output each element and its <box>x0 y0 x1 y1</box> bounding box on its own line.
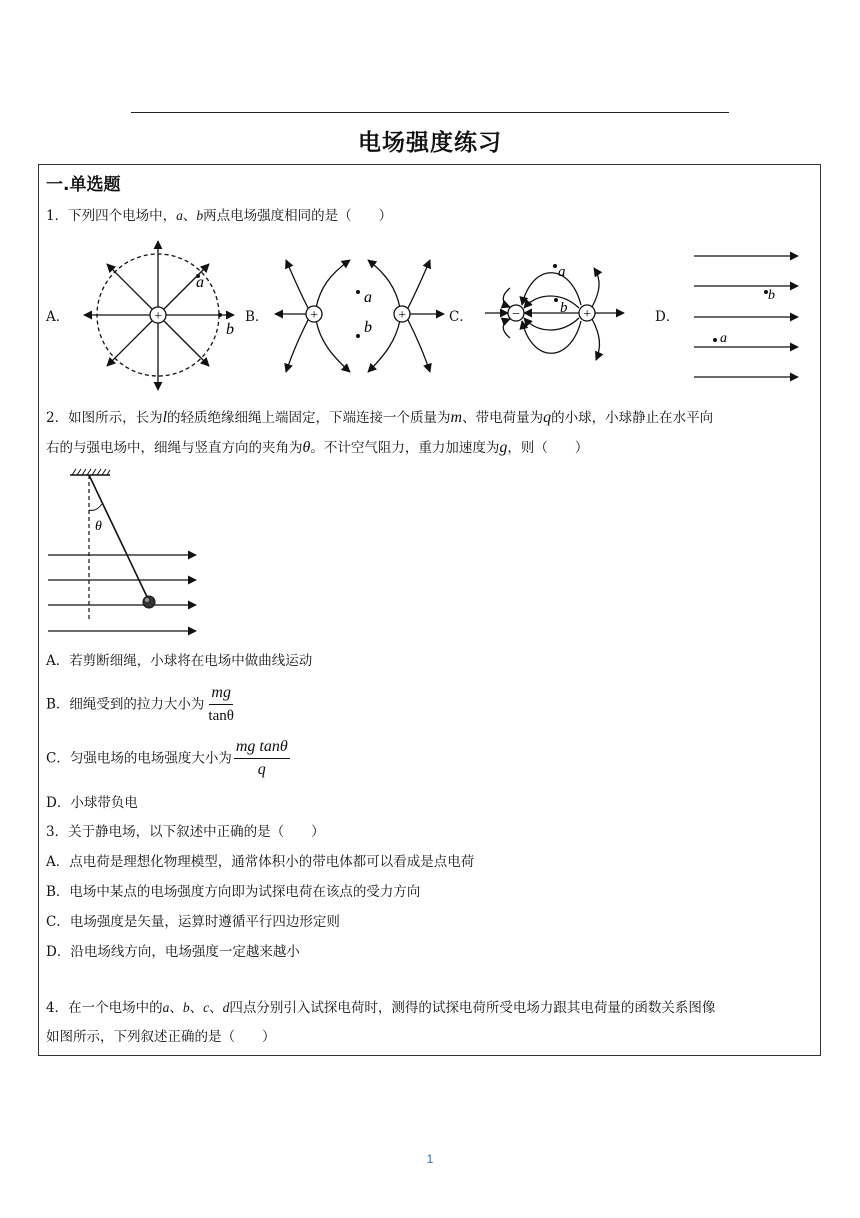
q4-sep: 、 <box>209 1000 223 1016</box>
q4-text: 在一个电场中的 <box>68 1000 163 1016</box>
fraction-numerator: mg tanθ <box>234 738 290 759</box>
q4-stem-line1 <box>46 999 715 1017</box>
plus-charge-right-sign: + <box>397 308 407 323</box>
q1-option-b-label: B． <box>245 309 269 325</box>
q2-option-b-text: B．细绳受到的拉力大小为 <box>46 696 205 713</box>
q3-option-b: B．电场中某点的电场强度方向即为试探电荷在该点的受力方向 <box>46 884 421 900</box>
point-a-label: a <box>720 331 727 346</box>
point-b-label: b <box>768 288 775 303</box>
q1-option-a-label: A． <box>46 309 70 325</box>
q2-number: 2． <box>46 410 69 426</box>
plus-charge-left-sign: + <box>309 308 319 323</box>
section-heading: 一.单选题 <box>46 175 121 195</box>
fraction-denominator: q <box>257 761 266 778</box>
q4-sep: 、 <box>169 1000 183 1016</box>
q4-number: 4． <box>46 1000 69 1016</box>
theta-angle-label: θ <box>95 519 102 534</box>
q2-var-g: g <box>499 439 508 456</box>
q2-text: 如图所示，长为 <box>68 410 163 426</box>
fraction-numerator: mg <box>211 684 231 701</box>
q4-var-c: c <box>203 1000 210 1015</box>
point-b-label: b <box>560 300 568 316</box>
q4-var-d: d <box>222 1000 230 1015</box>
q2-text: ，则（ ） <box>507 440 589 456</box>
q1-figure-b <box>272 252 448 380</box>
q1-number: 1． <box>46 208 69 224</box>
header-rule <box>131 112 729 113</box>
q4-var-a: a <box>162 1000 170 1015</box>
q2-var-l: l <box>162 409 168 426</box>
q2-option-c-text: C．匀强电场的电场强度大小为 <box>46 750 232 767</box>
q2-option-a: A．若剪断细绳，小球将在电场中做曲线运动 <box>46 653 313 669</box>
point-b-label: b <box>364 319 372 336</box>
q1-option-d-label: D． <box>655 309 680 325</box>
q1-var-b: b <box>196 208 204 223</box>
q2-var-theta: θ <box>302 439 311 456</box>
q2-stem-line2 <box>46 439 588 457</box>
q2-option-c-fraction <box>234 738 290 779</box>
q4-stem-line2: 如图所示，下列叙述正确的是（ ） <box>46 1029 276 1045</box>
q3-option-a: A．点电荷是理想化物理模型，通常体积小的带电体都可以看成是点电荷 <box>46 854 475 870</box>
q2-figure-pendulum <box>46 468 202 640</box>
q2-text: 的小球，小球静止在水平向 <box>551 410 714 426</box>
q2-var-m: m <box>450 409 463 426</box>
q2-option-d: D．小球带负电 <box>46 795 138 811</box>
plus-charge-sign: + <box>582 307 592 322</box>
q2-var-q: q <box>543 409 552 426</box>
fraction-denominator: tanθ <box>208 708 234 724</box>
q4-var-b: b <box>182 1000 190 1015</box>
q2-stem-line1 <box>46 409 713 427</box>
q3-option-c: C．电场强度是矢量，运算时遵循平行四边形定则 <box>46 914 340 930</box>
q1-text-post: 两点电场强度相同的是（ ） <box>203 208 393 224</box>
point-a-label: a <box>364 289 372 306</box>
q2-text: 、带电荷量为 <box>462 410 544 426</box>
q4-sep: 、 <box>189 1000 204 1016</box>
point-b-label: b <box>226 321 234 338</box>
q2-text: 右的与强电场中，细绳与竖直方向的夹角为 <box>46 440 303 456</box>
q4-text: 四点分别引入试探电荷时，测得的试探电荷所受电场力跟其电荷量的函数关系图像 <box>229 1000 716 1016</box>
page-title: 电场强度练习 <box>358 130 502 156</box>
q1-figure-d <box>690 246 806 386</box>
page-number: 1 <box>426 1152 434 1166</box>
q1-figure-a <box>78 238 242 398</box>
q1-text-pre: 下列四个电场中， <box>68 208 177 224</box>
q2-text: 。不计空气阻力，重力加速度为 <box>310 440 500 456</box>
q2-option-b-fraction <box>206 684 236 725</box>
q1-sep: 、 <box>182 208 197 224</box>
q2-text: 的轻质绝缘细绳上端固定，下端连接一个质量为 <box>167 410 451 426</box>
plus-charge-sign: + <box>153 309 163 324</box>
q3-stem: 3．关于静电场，以下叙述中正确的是（ ） <box>46 824 325 840</box>
q2-option-b <box>46 684 236 725</box>
q1-option-c-label: C． <box>449 309 473 325</box>
q2-option-c <box>46 738 290 779</box>
point-a-label: a <box>558 264 566 280</box>
q1-var-a: a <box>176 208 183 223</box>
q3-option-d: D．沿电场线方向，电场强度一定越来越小 <box>46 944 300 960</box>
minus-charge-sign: − <box>511 307 521 322</box>
point-a-label: a <box>196 274 204 291</box>
q1-stem <box>46 207 392 225</box>
q1-figure-c <box>482 252 628 380</box>
